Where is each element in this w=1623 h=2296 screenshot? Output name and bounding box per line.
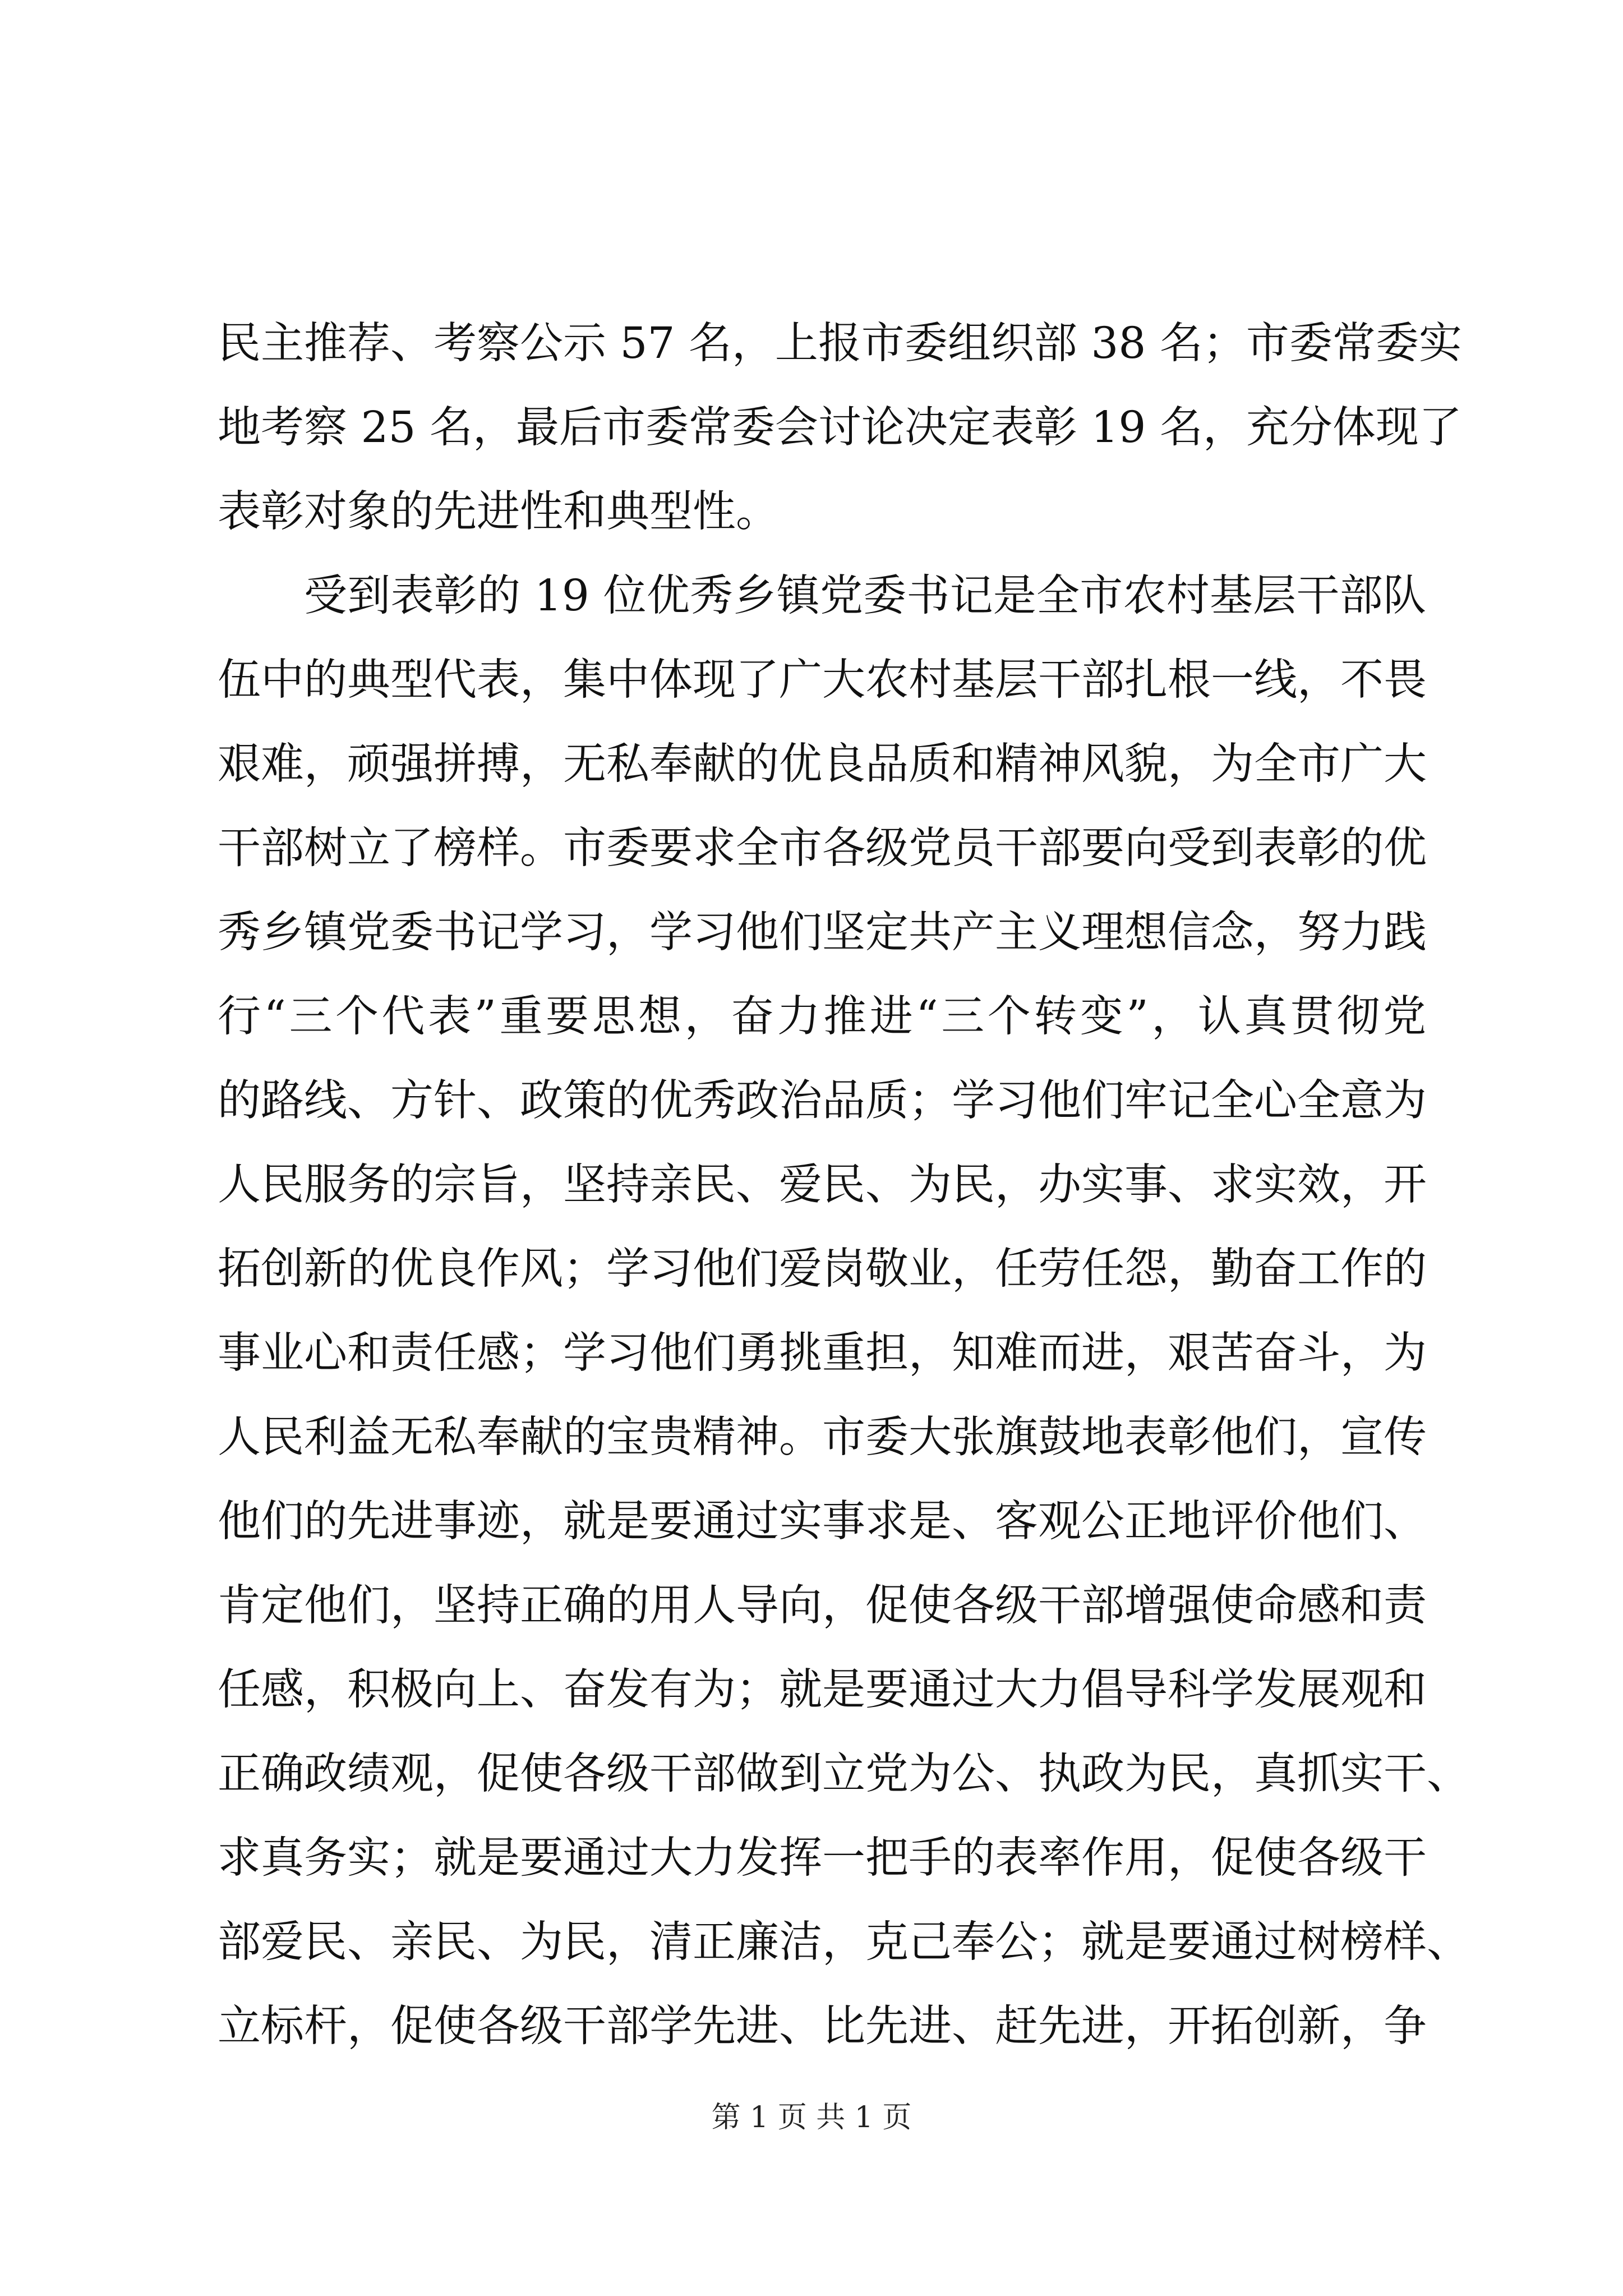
paragraph-end-line: 表彰对象的先进性和典型性。	[218, 487, 779, 537]
text-line: 人民利益无私奉献的宝贵精神。市委大张旗鼓地表彰他们，宣传	[218, 1412, 1427, 1462]
text-line: 干部树立了榜样。市委要求全市各级党员干部要向受到表彰的优	[218, 823, 1427, 873]
text-line: 正确政绩观，促使各级干部做到立党为公、执政为民，真抓实干、	[218, 1749, 1470, 1799]
text-line: 秀乡镇党委书记学习，学习他们坚定共产主义理想信念，努力践	[218, 908, 1427, 958]
paragraph-start-line: 受到表彰的 19 位优秀乡镇党委书记是全市农村基层干部队	[304, 571, 1426, 621]
text-line: 肯定他们，坚持正确的用人导向，促使各级干部增强使命感和责	[218, 1581, 1427, 1631]
text-line: 伍中的典型代表，集中体现了广大农村基层干部扎根一线，不畏	[218, 655, 1427, 705]
text-line: 立标杆，促使各级干部学先进、比先进、赶先进，开拓创新，争	[218, 2001, 1427, 2051]
text-line: 艰难，顽强拼搏，无私奉献的优良品质和精神风貌，为全市广大	[218, 739, 1427, 789]
text-line: 事业心和责任感；学习他们勇挑重担，知难而进，艰苦奋斗，为	[218, 1328, 1427, 1378]
text-line: 他们的先进事迹，就是要通过实事求是、客观公正地评价他们、	[218, 1497, 1427, 1547]
text-line: 求真务实；就是要通过大力发挥一把手的表率作用，促使各级干	[218, 1833, 1427, 1883]
page-number-footer: 第 1 页 共 1 页	[711, 2101, 912, 2134]
document-body	[218, 302, 1470, 2069]
text-line: 民主推荐、考察公示 57 名，上报市委组织部 38 名；市委常委实	[218, 319, 1462, 369]
text-line: 任感，积极向上、奋发有为；就是要通过大力倡导科学发展观和	[218, 1665, 1427, 1715]
text-line: 拓创新的优良作风；学习他们爱岗敬业，任劳任怨，勤奋工作的	[218, 1244, 1427, 1294]
text-line: 部爱民、亲民、为民，清正廉洁，克己奉公；就是要通过树榜样、	[218, 1917, 1470, 1967]
text-line: 人民服务的宗旨，坚持亲民、爱民、为民，办实事、求实效，开	[218, 1160, 1427, 1210]
text-line: 的路线、方针、政策的优秀政治品质；学习他们牢记全心全意为	[218, 1076, 1427, 1126]
text-line: 行“三个代表”重要思想，奋力推进“三个转变”，认真贯彻党	[218, 992, 1426, 1042]
text-line: 地考察 25 名，最后市委常委会讨论决定表彰 19 名，充分体现了	[218, 403, 1462, 453]
